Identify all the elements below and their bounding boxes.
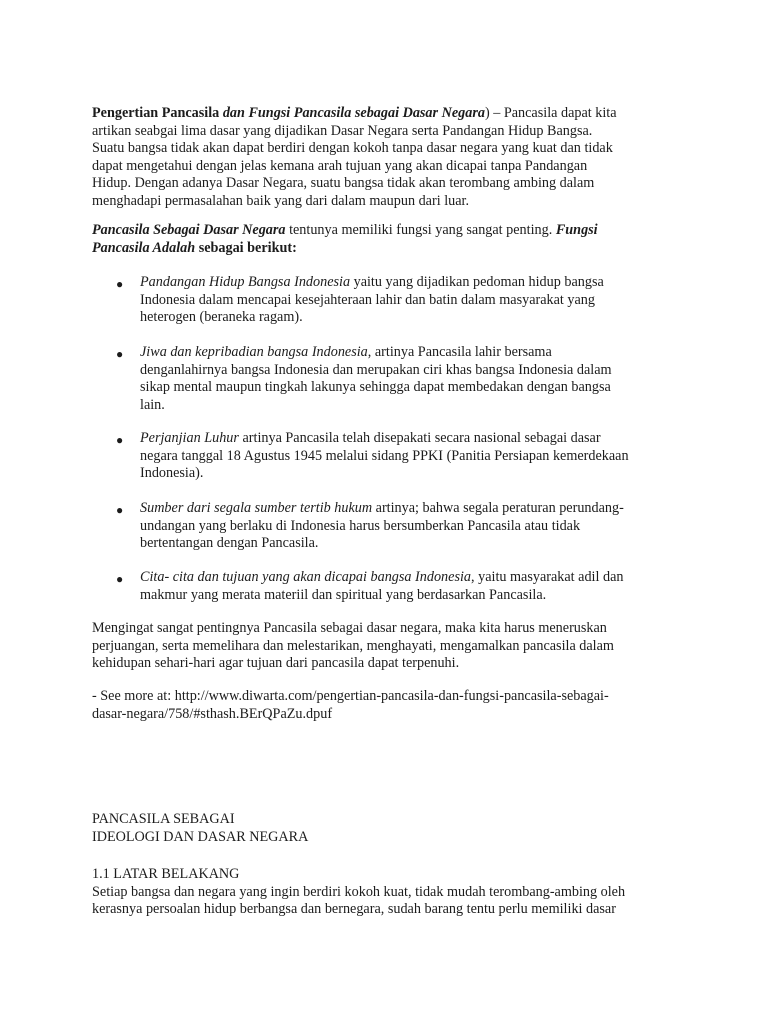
bullet-dot: ● bbox=[116, 572, 124, 586]
conclusion-line: perjuangan, serta memelihara dan melestarikan, menghayati, mengamalkan pancasila dalam bbox=[92, 637, 614, 654]
intro-line: dapat mengetahui dengan jelas kemana arah tujuan yang akan dicapai tanpa Pandangan bbox=[92, 157, 588, 174]
list-item-italic: Sumber dari segala sumber tertib hukum bbox=[140, 500, 373, 516]
fungsi-title: Pancasila Sebagai Dasar Negara bbox=[92, 222, 286, 238]
fungsi-text: tentunya memiliki fungsi yang sangat penting. bbox=[285, 222, 556, 238]
intro-line: artikan seabgai lima dasar yang dijadikan Dasar Negara serta Pandangan Hidup Bangsa. bbox=[92, 122, 593, 139]
section-heading bbox=[92, 811, 672, 846]
list-item bbox=[140, 274, 675, 327]
heading-line: IDEOLOGI DAN DASAR NEGARA bbox=[92, 828, 309, 845]
list-item-line: makmur yang merata materiil dan spiritual yang berdasarkan Pancasila. bbox=[140, 586, 547, 603]
list-item-line: Indonesia dalam mencapai kesejahteraan lahir dan batin dalam masyarakat yang bbox=[140, 291, 595, 308]
see-more-line: - See more at: http://www.diwarta.com/pengertian-pancasila-dan-fungsi-pancasila-sebagai- bbox=[92, 688, 609, 704]
conclusion-line: Mengingat sangat pentingnya Pancasila sebagai dasar negara, maka kita harus meneruskan bbox=[92, 620, 607, 636]
intro-bold-italic-title: dan Fungsi Pancasila sebagai Dasar Negara bbox=[222, 105, 485, 121]
list-item bbox=[140, 430, 675, 483]
intro-paragraph bbox=[92, 105, 672, 211]
list-item-rest: artinya Pancasila telah disepakati secara nasional sebagai dasar bbox=[238, 430, 601, 446]
latar-belakang-section bbox=[92, 866, 692, 919]
bullet-dot: ● bbox=[116, 277, 124, 291]
list-item-italic: Cita- cita dan tujuan yang akan dicapai bangsa Indonesia bbox=[140, 569, 472, 585]
intro-line: Suatu bangsa tidak akan dapat berdiri dengan kokoh tanpa dasar negara yang kuat dan tidak bbox=[92, 140, 613, 157]
list-item-line: heterogen (beraneka ragam). bbox=[140, 309, 303, 326]
bullet-dot: ● bbox=[116, 503, 124, 517]
intro-line: Hidup. Dengan adanya Dasar Negara, suatu bangsa tidak akan terombang ambing dalam bbox=[92, 175, 595, 192]
list-item-rest: yaitu yang dijadikan pedoman hidup bangsa bbox=[350, 274, 604, 290]
section-line: kerasnya persoalan hidup berbangsa dan bernegara, sudah barang tentu perlu memiliki dasar bbox=[92, 901, 616, 918]
list-item-line: denganlahirnya bangsa Indonesia dan merupakan ciri khas bangsa Indonesia dalam bbox=[140, 361, 612, 378]
list-item-italic: Jiwa dan kepribadian bangsa Indonesia bbox=[140, 344, 368, 360]
list-item-rest: artinya; bahwa segala peraturan perundang- bbox=[372, 500, 624, 516]
intro-bold-title: Pengertian Pancasila bbox=[92, 105, 220, 121]
bullet-dot: ● bbox=[116, 347, 124, 361]
list-item-line: Indonesia). bbox=[140, 465, 204, 482]
conclusion-line: kehidupan sehari-hari agar tujuan dari pancasila dapat terpenuhi. bbox=[92, 655, 460, 672]
fungsi-paragraph bbox=[92, 222, 672, 257]
list-item bbox=[140, 569, 675, 604]
intro-line: menghadapi permasalahan baik yang dari dalam maupun dari luar. bbox=[92, 192, 470, 209]
bullet-dot: ● bbox=[116, 433, 124, 447]
list-item-line: negara tanggal 18 Agustus 1945 melalui sidang PPKI (Panitia Persiapan kemerdekaan bbox=[140, 447, 629, 464]
see-more-line: dasar-negara/758/#sthash.BErQPaZu.dpuf bbox=[92, 705, 333, 722]
list-item-line: undangan yang berlaku di Indonesia harus bersumberkan Pancasila atau tidak bbox=[140, 517, 581, 534]
see-more-link[interactable] bbox=[92, 688, 692, 723]
intro-after-title: ) – Pancasila dapat kita bbox=[484, 105, 617, 121]
list-item-line: lain. bbox=[140, 396, 165, 413]
list-item bbox=[140, 344, 675, 414]
list-item-rest: , yaitu masyarakat adil dan bbox=[471, 569, 624, 585]
section-line: Setiap bangsa dan negara yang ingin berdiri kokoh kuat, tidak mudah terombang-ambing oleh bbox=[92, 883, 626, 900]
list-item-rest: , artinya Pancasila lahir bersama bbox=[367, 344, 552, 360]
fungsi-bold-end: sebagai berikut: bbox=[195, 239, 297, 256]
fungsi-word: Fungsi bbox=[555, 222, 598, 238]
fungsi-pancasila-adalah: Pancasila Adalah bbox=[92, 239, 196, 256]
section-title: 1.1 LATAR BELAKANG bbox=[92, 866, 240, 882]
list-item-italic: Perjanjian Luhur bbox=[140, 430, 239, 446]
heading-line: PANCASILA SEBAGAI bbox=[92, 811, 235, 827]
list-item-italic: Pandangan Hidup Bangsa Indonesia bbox=[140, 274, 351, 290]
conclusion-paragraph bbox=[92, 620, 672, 673]
list-item bbox=[140, 500, 675, 553]
list-item-line: bertentangan dengan Pancasila. bbox=[140, 535, 319, 552]
list-item-line: sikap mental maupun tingkah lakunya sehingga dapat membedakan dengan bangsa bbox=[140, 379, 611, 396]
